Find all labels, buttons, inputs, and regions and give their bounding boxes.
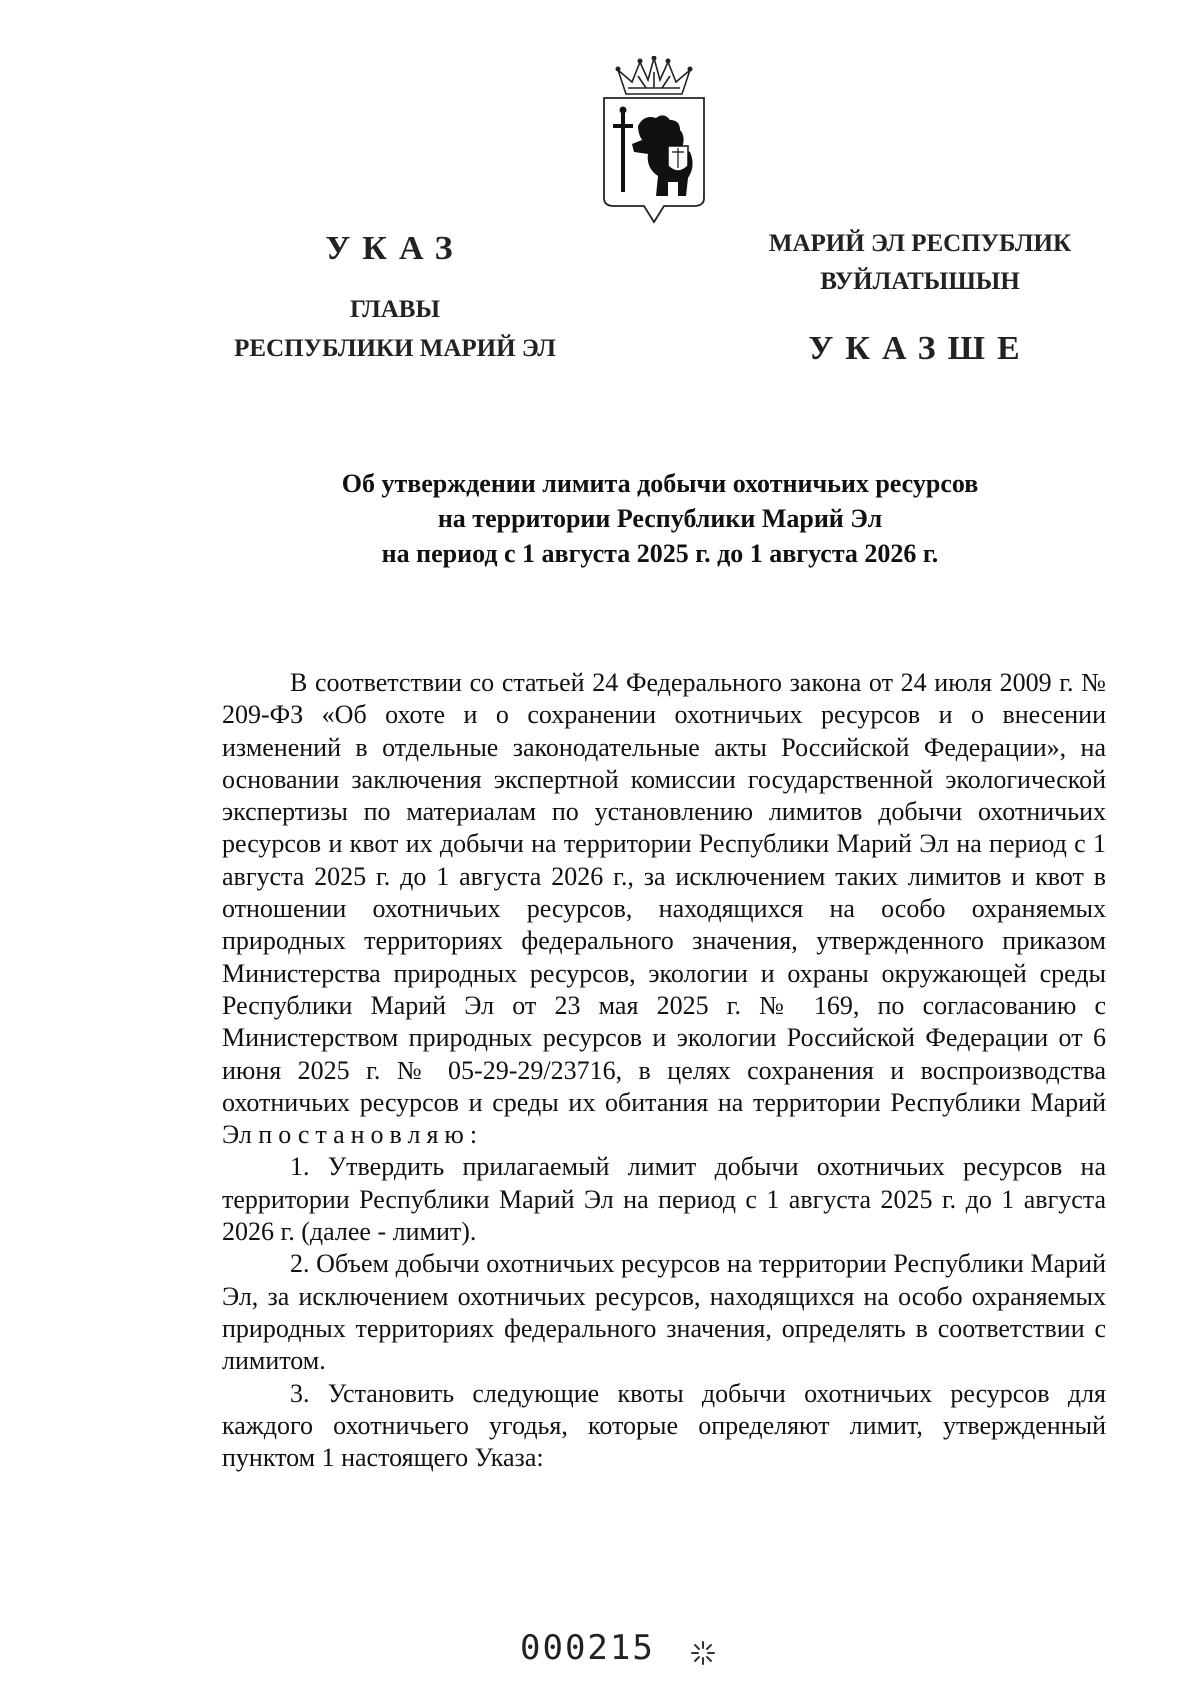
preamble-end: :: [469, 1120, 478, 1150]
preamble-paragraph: [222, 667, 1106, 1151]
issuer-line2-russian: РЕСПУБЛИКИ МАРИЙ ЭЛ: [234, 335, 556, 362]
issuer-line2-mari: ВУЙЛАТЫШЫН: [820, 268, 1020, 295]
paragraph-item-3: 3. Установить следующие квоты добычи охотничьих ресурсов для каждого охотничьего угодья, которые определяют лимит, утвержденный пунктом 1 настоящего Указа:: [222, 1378, 1106, 1473]
serial-number: 000215: [520, 1628, 655, 1668]
preamble-text: В соответствии со статьей 24 Федерального закона от 24 июля 2009 г. № 209-ФЗ «Об охоте и о сохранении охотничьих ресурсов и о внесении изменений в отдельные законодательные акты Российской Федерации», на основании заключения экспертной комиссии государственной экологической экспертизы по материалам по установлению лимитов добычи охотничьих ресурсов и квот их добычи на территории Республики Марий Эл на период с 1 августа 2025 г. до 1 августа 2026 г., за исключением таких лимитов и квот в отношении охотничьих ресурсов, находящихся на особо охраняемых природных территориях федерального значения, утвержденного приказом Министерства природных ресурсов, экологии и охраны окружающей среды Республики Марий Эл от 23 мая 2025 г. № 169, по согласованию с Министерством природных ресурсов и экологии Российской Федерации от 6 июня 2025 г. № 05-29-29/23716, в целях сохранения и воспроизводства охотничьих ресурсов и среды их обитания на территории Республики Марий Эл: [222, 668, 1106, 1150]
document-title: [200, 466, 1120, 571]
issuer-line1-russian: ГЛАВЫ: [349, 296, 441, 323]
asterisk-mark-icon: [690, 1640, 716, 1666]
title-line-2: на территории Республики Марий Эл: [437, 504, 883, 533]
title-line-1: Об утверждении лимита добычи охотничьих ресурсов: [341, 469, 979, 498]
decree-word-russian: УКАЗ: [325, 230, 465, 267]
title-line-3: на период с 1 августа 2025 г. до 1 августа 2026 г.: [381, 539, 939, 568]
issuer-line1-mari: МАРИЙ ЭЛ РЕСПУБЛИК: [768, 230, 1072, 257]
paragraph-item-2: 2. Объем добычи охотничьих ресурсов на территории Республики Марий Эл, за исключением охотничьих ресурсов, находящихся на особо охраняемых природных территориях федерального значения, определять в соответствии с лимитом.: [222, 1249, 1106, 1376]
document-body: [222, 667, 1106, 1474]
decree-word-mari: УКАЗШЕ: [808, 330, 1032, 367]
coat-of-arms-icon: [598, 56, 710, 228]
preamble-keyword: постановляю: [258, 1120, 470, 1150]
paragraph-item-1: 1. Утвердить прилагаемый лимит добычи охотничьих ресурсов на территории Республики Марий Эл на период с 1 августа 2025 г. до 1 августа 2026 г. (далее - лимит).: [222, 1152, 1106, 1247]
